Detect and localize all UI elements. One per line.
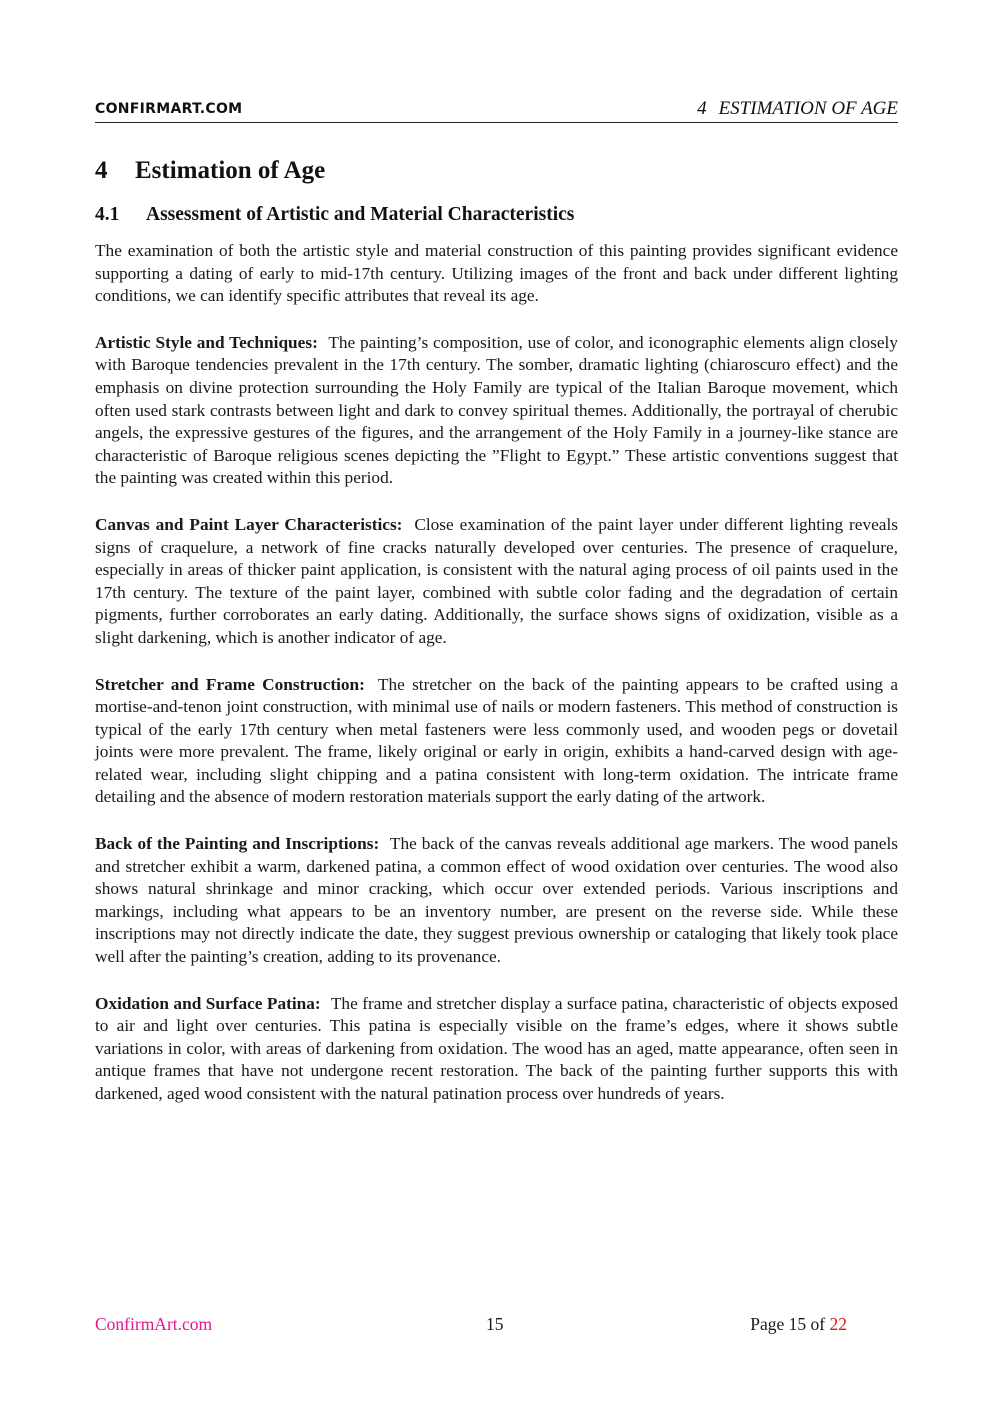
footer-site-link[interactable]: ConfirmArt.com — [95, 1314, 213, 1334]
footer-page-number: 15 — [486, 1314, 504, 1334]
footer-page-count — [750, 1314, 847, 1335]
body-text — [95, 240, 898, 1130]
running-header-section-title: ESTIMATION OF AGE — [718, 98, 898, 119]
running-header-section — [697, 98, 898, 120]
paragraph-heading: Canvas and Paint Layer Characteristics: — [95, 514, 403, 534]
confirmart-logo: CONFIRMART.COM — [95, 101, 243, 117]
footer-page-prefix: Page 15 of — [750, 1314, 826, 1334]
section-title: Estimation of Age — [135, 157, 326, 184]
paragraph-oxidation-patina — [95, 993, 898, 1106]
paragraph-heading: Back of the Painting and Inscriptions: — [95, 834, 380, 854]
paragraph-back-inscriptions — [95, 833, 898, 969]
running-header — [95, 98, 898, 123]
document-page — [95, 0, 898, 1404]
paragraph-text: The back of the canvas reveals additional age markers. The wood panels and stretcher exhibit a warm, darkened patina, a common effect of wood oxidation over centuries. The wood also shows natural shrinkage and minor cracking, which occur over extended periods. Various inscriptions and markings, including what appears to be an inventory number, are present on the reverse side. While these inscriptions may not directly indicate the date, they suggest previous ownership or cataloging that likely took place well after the painting’s creation, adding to its provenance. — [95, 834, 898, 967]
paragraph-text: The painting’s composition, use of color, and iconographic elements align closely with Baroque tendencies prevalent in the 17th century. The somber, dramatic lighting (chiaroscuro effect) and the emphasis on divine protection surrounding the Holy Family are typical of the Italian Baroque movement, which often used stark contrasts between light and dark to convey spiritual themes. Additionally, the portrayal of cherubic angels, the expressive gestures of the figures, and the arrangement of the Holy Family in a journey-like stance are characteristic of Baroque religious scenes depicting the ”Flight to Egypt.” These artistic conventions suggest that the painting was created within this period. — [95, 332, 898, 488]
paragraph-heading: Artistic Style and Techniques: — [95, 332, 318, 352]
paragraph-text: The frame and stretcher display a surface patina, characteristic of objects exposed to air and light over centuries. This patina is especially visible on the frame’s edges, where it shows subtle variations in color, with areas of darkening from oxidation. The wood has an aged, matte appearance, often seen in antique frames that have not undergone recent restoration. The back of the painting further supports this with darkened, aged wood consistent with the natural patination process over hundreds of years. — [95, 993, 899, 1103]
intro-paragraph: The examination of both the artistic style and material construction of this painting provides significant evidence supporting a dating of early to mid-17th century. Utilizing images of the front and back under different lighting conditions, we can identify specific attributes that reveal its age. — [95, 241, 898, 306]
paragraph-artistic-style — [95, 332, 898, 490]
section-heading — [95, 157, 325, 185]
subsection-heading — [95, 204, 574, 226]
running-header-section-number: 4 — [697, 98, 707, 119]
paragraph-heading: Oxidation and Surface Patina: — [95, 993, 321, 1013]
paragraph-heading: Stretcher and Frame Construction: — [95, 674, 365, 694]
paragraph-text: The stretcher on the back of the painting appears to be crafted using a mortise-and-tenon joint construction, with minimal use of nails or modern fasteners. This method of construction is typical of the early 17th century when metal fasteners were less commonly used, and wooden pegs or dovetail joints were more prevalent. The frame, likely original or early in origin, exhibits a hand-carved design with age-related wear, including slight chipping and a patina consistent with long-term oxidation. The intricate frame detailing and the absence of modern restoration materials support the early dating of the artwork. — [95, 674, 898, 807]
page-footer — [95, 1314, 898, 1340]
paragraph-text: Close examination of the paint layer under different lighting reveals signs of craquelure, a network of fine cracks naturally developed over centuries. The presence of craquelure, especially in areas of thicker paint application, is consistent with the natural aging process of oil paints used in the 17th century. The texture of the paint layer, combined with subtle color fading and the degradation of certain pigments, further corroborates an early dating. Additionally, the surface shows signs of oxidization, visible as a slight darkening, which is another indicator of age. — [95, 514, 898, 647]
section-number: 4 — [95, 157, 108, 184]
paragraph-stretcher-frame — [95, 674, 898, 810]
footer-page-total-link[interactable]: 22 — [829, 1314, 847, 1334]
paragraph-canvas-paint — [95, 514, 898, 650]
subsection-number: 4.1 — [95, 204, 120, 225]
subsection-title: Assessment of Artistic and Material Characteristics — [146, 204, 575, 225]
